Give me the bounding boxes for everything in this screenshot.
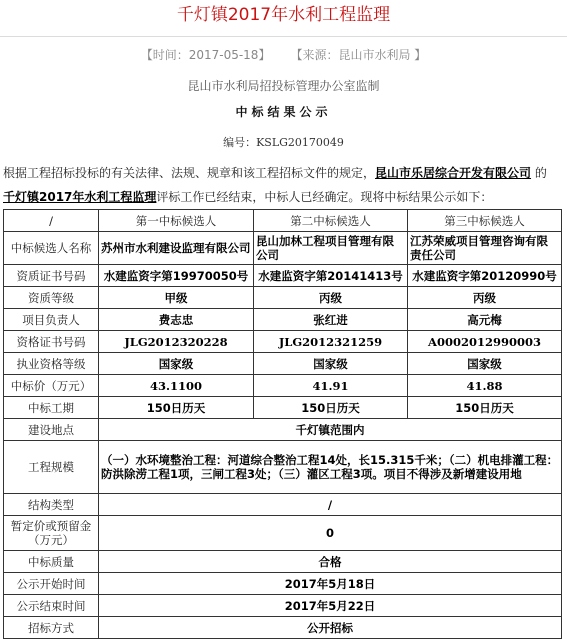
table-row: [4, 375, 562, 397]
table-header-row: [4, 210, 562, 232]
row-label: 暂定价或预留金（万元）: [4, 516, 99, 551]
quality-value: 合格: [99, 551, 562, 573]
table-row: [4, 331, 562, 353]
row-label: 中标质量: [4, 551, 99, 573]
owner-name: 昆山市乐居综合开发有限公司: [375, 166, 532, 180]
header-candidate-1: 第一中标候选人: [99, 210, 254, 232]
cell-value: 150日历天: [254, 397, 408, 419]
table-row: [4, 232, 562, 265]
notice-heading: 中标结果公示: [235, 105, 332, 119]
page-title: 千灯镇2017年水利工程监理: [176, 5, 391, 25]
row-label: 执业资格等级: [4, 353, 99, 375]
intro-text-1: 根据工程招标投标的有关法律、法规、规章和该工程招标文件的规定，: [3, 166, 376, 180]
table-row: [4, 441, 562, 494]
table-row: [4, 494, 562, 516]
cell-value: 甲级: [99, 287, 254, 309]
end-date-value: 2017年5月22日: [99, 595, 562, 617]
provisional-value: 0: [99, 516, 562, 551]
row-label: 中标候选人名称: [4, 232, 99, 265]
table-row: [4, 419, 562, 441]
intro-text-2: 的: [531, 166, 547, 180]
table-row: [4, 573, 562, 595]
code-label: 编号：: [223, 136, 257, 149]
structure-value: /: [99, 494, 562, 516]
row-label: 公示开始时间: [4, 573, 99, 595]
title-divider: [0, 36, 567, 37]
table-row: [4, 516, 562, 551]
cell-value: 江苏荣威项目管理咨询有限责任公司: [408, 232, 562, 265]
cell-value: 水建监资字第20120990号: [408, 265, 562, 287]
cell-value: JLG2012321259: [254, 331, 408, 353]
row-label: 项目负责人: [4, 309, 99, 331]
cell-value: 43.1100: [99, 375, 254, 397]
start-date-value: 2017年5月18日: [99, 573, 562, 595]
cell-value: 丙级: [408, 287, 562, 309]
cell-value: 150日历天: [99, 397, 254, 419]
header-candidate-3: 第三中标候选人: [408, 210, 562, 232]
cell-value: 水建监资字第19970050号: [99, 265, 254, 287]
source-label: 【来源：昆山市水利局 】: [290, 48, 427, 62]
row-label: 资质等级: [4, 287, 99, 309]
table-row: [4, 595, 562, 617]
cell-value: 国家级: [408, 353, 562, 375]
cell-value: 41.88: [408, 375, 562, 397]
cell-value: 高元梅: [408, 309, 562, 331]
method-value: 公开招标: [99, 617, 562, 639]
table-row: [4, 397, 562, 419]
cell-value: 41.91: [254, 375, 408, 397]
intro-paragraph: [3, 161, 563, 209]
cell-value: JLG2012320228: [99, 331, 254, 353]
row-label: 资格证书号码: [4, 331, 99, 353]
location-value: 千灯镇范围内: [99, 419, 562, 441]
table-row: [4, 287, 562, 309]
cell-value: 苏州市水利建设监理有限公司: [99, 232, 254, 265]
cell-value: A0002012990003: [408, 331, 562, 353]
supervisor-line: 昆山市水利局招投标管理办公室监制: [187, 79, 380, 93]
table-row: [4, 309, 562, 331]
row-label: 公示结束时间: [4, 595, 99, 617]
table-corner: /: [4, 210, 99, 232]
intro-text-3: 评标工作已经结束，中标人已经确定。现将中标结果公示如下：: [156, 190, 493, 204]
table-row: [4, 265, 562, 287]
cell-value: 张红进: [254, 309, 408, 331]
cell-value: 丙级: [254, 287, 408, 309]
cell-value: 国家级: [254, 353, 408, 375]
scale-value: （一）水环境整治工程：河道综合整治工程14处，长15.315千米；（二）机电排灌工程：防洪除涝工程1项，三闸工程3处；（三）灌区工程3项。项目不得涉及新增建设用地: [99, 441, 562, 494]
row-label: 建设地点: [4, 419, 99, 441]
cell-value: 费志忠: [99, 309, 254, 331]
result-table: [3, 209, 562, 639]
row-label: 结构类型: [4, 494, 99, 516]
cell-value: 水建监资字第20141413号: [254, 265, 408, 287]
row-label: 资质证书号码: [4, 265, 99, 287]
table-row: [4, 353, 562, 375]
project-name: 千灯镇2017年水利工程监理: [3, 190, 157, 204]
article-meta: [0, 47, 567, 63]
header-candidate-2: 第二中标候选人: [254, 210, 408, 232]
row-label: 中标工期: [4, 397, 99, 419]
cell-value: 昆山加林工程项目管理有限公司: [254, 232, 408, 265]
row-label: 招标方式: [4, 617, 99, 639]
row-label: 中标价（万元）: [4, 375, 99, 397]
code-value: KSLG20170049: [256, 136, 344, 149]
notice-code: [0, 135, 567, 151]
row-label: 工程规模: [4, 441, 99, 494]
cell-value: 150日历天: [408, 397, 562, 419]
publish-time: 【时间：2017-05-18】: [140, 48, 271, 62]
cell-value: 国家级: [99, 353, 254, 375]
table-row: [4, 551, 562, 573]
